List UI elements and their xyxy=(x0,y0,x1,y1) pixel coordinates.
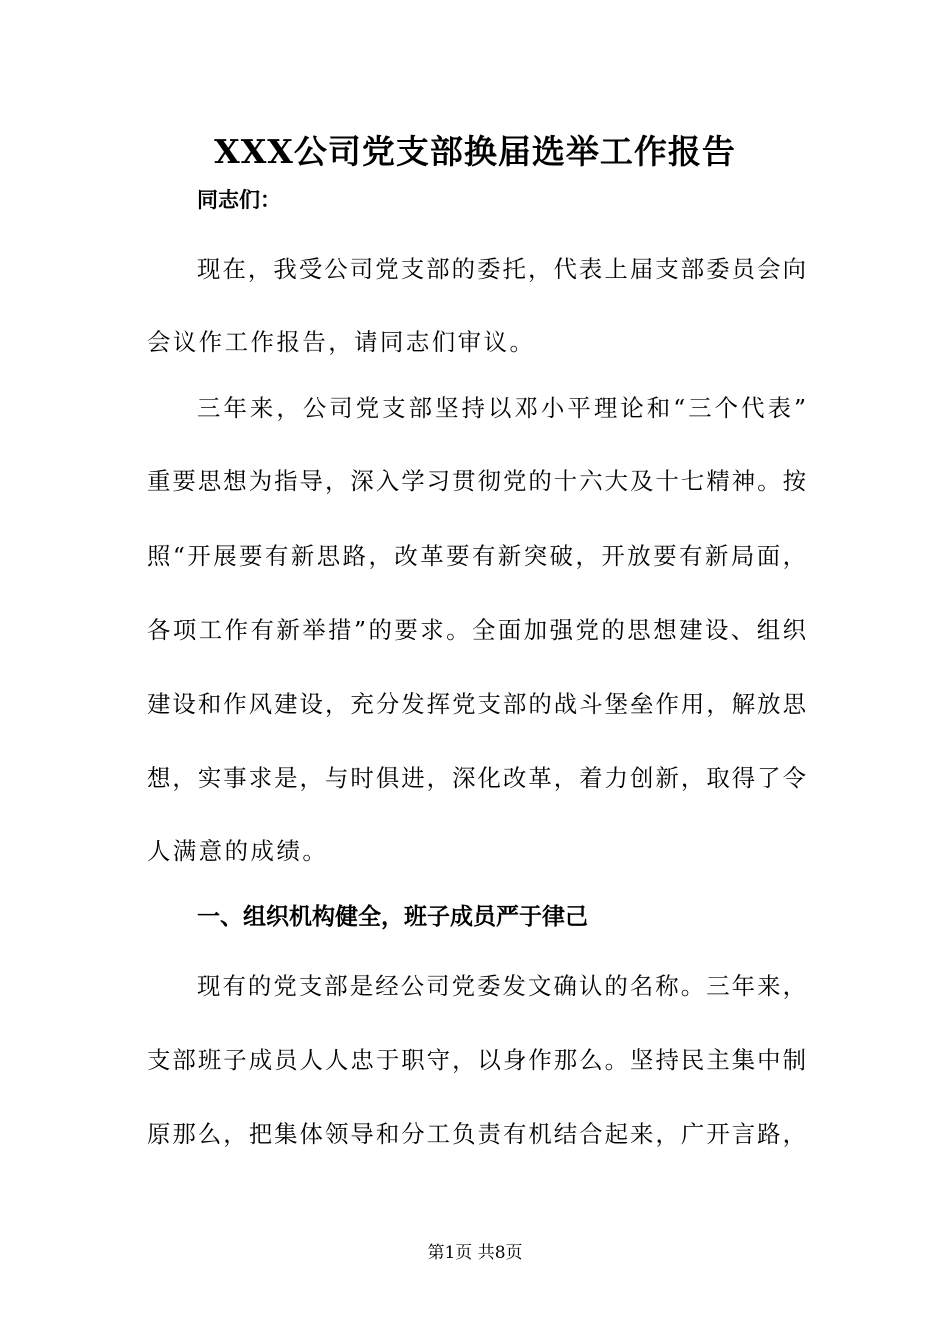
salutation: 同志们： xyxy=(197,188,281,212)
page-footer: 第1页 共8页 xyxy=(427,1243,523,1263)
paragraph-line: 建设和作风建设，充分发挥党支部的战斗堡垒作用，解放思 xyxy=(147,690,806,718)
paragraph-line: 三年来，公司党支部坚持以邓小平理论和“三个代表” xyxy=(197,394,806,422)
paragraph-line: 原那么，把集体领导和分工负责有机结合起来，广开言路， xyxy=(147,1120,806,1148)
paragraph-line: 各项工作有新举措”的要求。全面加强党的思想建设、组织 xyxy=(147,616,806,644)
paragraph-line: 现有的党支部是经公司党委发文确认的名称。三年来， xyxy=(197,972,806,1000)
paragraph-line: 支部班子成员人人忠于职守，以身作那么。坚持民主集中制 xyxy=(147,1046,806,1074)
paragraph-line: 照“开展要有新思路，改革要有新突破，开放要有新局面， xyxy=(147,542,806,570)
paragraph-line: 现在，我受公司党支部的委托，代表上届支部委员会向 xyxy=(197,255,806,283)
document-title: XXX公司党支部换届选举工作报告 xyxy=(214,132,736,171)
paragraph-line: 会议作工作报告，请同志们审议。 xyxy=(147,328,536,356)
section-heading: 一、组织机构健全，班子成员严于律己 xyxy=(197,904,588,930)
paragraph-line: 想，实事求是，与时俱进，深化改革，着力创新，取得了令 xyxy=(147,764,806,792)
paragraph-line: 重要思想为指导，深入学习贯彻党的十六大及十七精神。按 xyxy=(147,467,806,495)
paragraph-line: 人满意的成绩。 xyxy=(147,837,329,865)
